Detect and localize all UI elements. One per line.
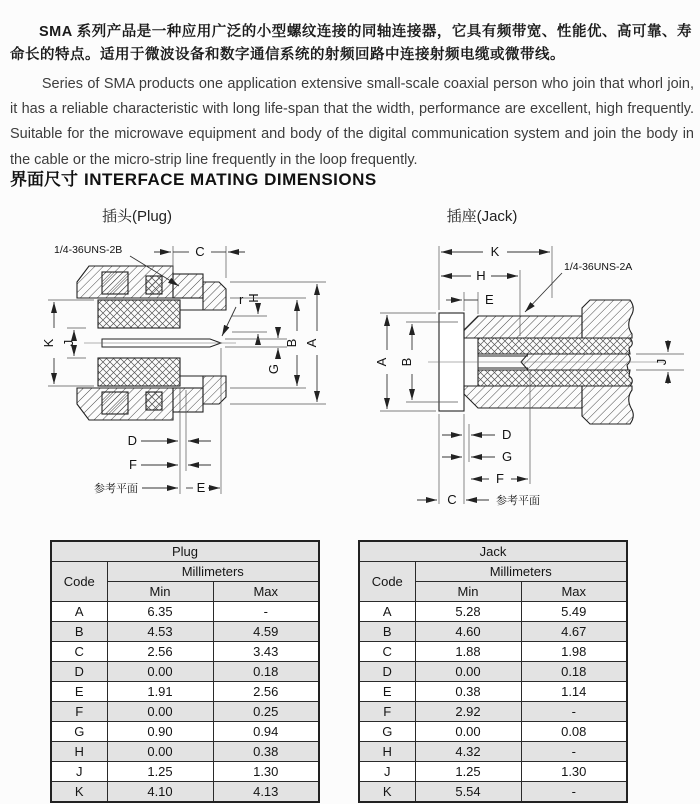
plug-table-max-header: Max xyxy=(213,582,319,602)
table-cell-min: 1.25 xyxy=(415,762,521,782)
plug-table-unit-header: Millimeters xyxy=(107,562,319,582)
table-cell-min: 2.92 xyxy=(415,702,521,722)
intro-paragraph-en: Series of SMA products one application extensive small-scale coaxial person who join that whorl join, it has a reliable characteristic with long life-span that the width, performance are excellent, high frequently. Suitable for the microwave equipment and body of the digital communication system and join the body in the cable or the micro-strip line frequently in the loop frequently. xyxy=(10,75,694,168)
intro-paragraph-cn: SMA 系列产品是一种应用广泛的小型螺纹连接的同轴连接器，它具有频带宽、性能优、高可靠、寿命长的特点。适用于微波设备和数字通信系统的射频回路中连接射频电缆或微带线。 xyxy=(10,23,692,63)
table-row xyxy=(359,642,627,662)
table-cell-min: 5.54 xyxy=(415,782,521,803)
jack-table-min-header: Min xyxy=(415,582,521,602)
jack-dim-d-label: D xyxy=(502,427,512,442)
table-row xyxy=(359,602,627,622)
plug-dim-e-label: E xyxy=(196,480,206,495)
jack-dim-h-label: H xyxy=(476,268,486,283)
table-cell-code: B xyxy=(51,622,107,642)
plug-thread-spec-label: 1/4-36UNS-2B xyxy=(54,244,123,256)
table-cell-max: 3.43 xyxy=(213,642,319,662)
table-cell-code: G xyxy=(51,722,107,742)
table-cell-max: - xyxy=(521,742,627,762)
table-row xyxy=(51,642,319,662)
table-cell-code: C xyxy=(359,642,415,662)
table-cell-code: E xyxy=(51,682,107,702)
plug-table-code-header: Code xyxy=(51,562,107,602)
table-cell-code: K xyxy=(51,782,107,803)
jack-dim-j-label: J xyxy=(654,358,669,366)
table-row xyxy=(359,702,627,722)
table-cell-code: F xyxy=(51,702,107,722)
table-row xyxy=(359,622,627,642)
table-cell-code: A xyxy=(51,602,107,622)
jack-dim-a-label: A xyxy=(374,357,389,367)
jack-dimension-table xyxy=(358,540,628,803)
table-cell-max: 0.18 xyxy=(521,662,627,682)
table-cell-min: 4.10 xyxy=(107,782,213,803)
table-row xyxy=(359,742,627,762)
table-cell-max: - xyxy=(521,782,627,803)
table-cell-min: 6.35 xyxy=(107,602,213,622)
section-title-cn: 界面尺寸 xyxy=(10,170,78,189)
table-cell-min: 4.60 xyxy=(415,622,521,642)
table-cell-min: 0.00 xyxy=(107,742,213,762)
table-cell-max: 1.14 xyxy=(521,682,627,702)
plug-dim-r-label: r xyxy=(239,292,244,307)
jack-table-max-header: Max xyxy=(521,582,627,602)
table-cell-code: G xyxy=(359,722,415,742)
table-row xyxy=(51,602,319,622)
plug-body xyxy=(77,266,236,420)
table-cell-code: J xyxy=(51,762,107,782)
table-cell-code: J xyxy=(359,762,415,782)
table-cell-max: 4.13 xyxy=(213,782,319,803)
table-cell-min: 0.00 xyxy=(107,662,213,682)
table-cell-code: C xyxy=(51,642,107,662)
plug-dim-k-label: K xyxy=(41,338,56,348)
jack-thread-spec-label: 1/4-36UNS-2A xyxy=(564,261,633,273)
plug-dim-f-label: F xyxy=(129,457,137,472)
table-cell-min: 0.90 xyxy=(107,722,213,742)
table-row xyxy=(359,722,627,742)
jack-dim-e-label: E xyxy=(485,292,494,307)
table-cell-min: 2.56 xyxy=(107,642,213,662)
table-cell-min: 0.00 xyxy=(415,662,521,682)
table-cell-max: 1.30 xyxy=(213,762,319,782)
table-cell-max: 4.67 xyxy=(521,622,627,642)
table-cell-code: B xyxy=(359,622,415,642)
jack-dim-c-label: C xyxy=(447,492,457,507)
table-row xyxy=(51,742,319,762)
table-row xyxy=(51,662,319,682)
table-cell-max: 0.94 xyxy=(213,722,319,742)
table-cell-min: 1.88 xyxy=(415,642,521,662)
jack-figure-label: 插座(Jack) xyxy=(446,208,518,225)
plug-dim-b-label: B xyxy=(284,338,299,348)
plug-reference-plane-label: 参考平面 xyxy=(94,483,138,495)
plug-dim-a-label: A xyxy=(304,338,319,348)
jack-reference-plane-label: 参考平面 xyxy=(496,495,540,507)
plug-diagram xyxy=(40,236,345,523)
plug-figure-label: 插头(Plug) xyxy=(101,208,172,225)
plug-dim-g-label: G xyxy=(266,363,281,375)
plug-dimension-table xyxy=(50,540,320,803)
table-cell-max: 0.18 xyxy=(213,662,319,682)
table-cell-min: 0.00 xyxy=(415,722,521,742)
table-row xyxy=(51,702,319,722)
table-cell-min: 0.00 xyxy=(107,702,213,722)
plug-table-min-header: Min xyxy=(107,582,213,602)
table-cell-max: - xyxy=(521,702,627,722)
jack-dielectric xyxy=(478,338,632,354)
table-cell-max: 1.98 xyxy=(521,642,627,662)
jack-dim-k-label: K xyxy=(490,244,500,259)
jack-table-unit-header: Millimeters xyxy=(415,562,627,582)
table-cell-max: 0.08 xyxy=(521,722,627,742)
plug-dim-d-label: D xyxy=(127,433,137,448)
jack-table-code-header: Code xyxy=(359,562,415,602)
table-cell-max: 5.49 xyxy=(521,602,627,622)
plug-dim-c-label: C xyxy=(195,244,205,259)
table-cell-code: E xyxy=(359,682,415,702)
table-row xyxy=(359,782,627,803)
jack-diagram xyxy=(372,236,700,523)
table-row xyxy=(51,622,319,642)
table-cell-code: A xyxy=(359,602,415,622)
table-cell-code: F xyxy=(359,702,415,722)
table-cell-min: 1.91 xyxy=(107,682,213,702)
jack-dim-b-label: B xyxy=(399,357,414,367)
jack-body xyxy=(428,300,664,424)
table-cell-min: 4.32 xyxy=(415,742,521,762)
jack-dim-f-label: F xyxy=(496,471,504,486)
table-cell-max: 0.38 xyxy=(213,742,319,762)
table-cell-max: 0.25 xyxy=(213,702,319,722)
table-cell-code: H xyxy=(359,742,415,762)
table-row xyxy=(51,722,319,742)
plug-table-title: Plug xyxy=(51,541,319,562)
table-cell-code: D xyxy=(51,662,107,682)
plug-dim-h-label: H xyxy=(246,293,261,303)
table-row xyxy=(51,762,319,782)
table-cell-code: H xyxy=(51,742,107,762)
table-cell-min: 1.25 xyxy=(107,762,213,782)
table-cell-code: K xyxy=(359,782,415,803)
plug-dielectric xyxy=(98,300,180,328)
table-row xyxy=(51,682,319,702)
table-cell-max: 2.56 xyxy=(213,682,319,702)
table-row xyxy=(359,762,627,782)
table-row xyxy=(359,662,627,682)
table-cell-min: 0.38 xyxy=(415,682,521,702)
table-row xyxy=(51,782,319,803)
jack-table-title: Jack xyxy=(359,541,627,562)
plug-dim-j-label: J xyxy=(61,339,76,347)
table-cell-max: - xyxy=(213,602,319,622)
table-row xyxy=(359,682,627,702)
section-heading xyxy=(10,165,377,190)
table-cell-min: 4.53 xyxy=(107,622,213,642)
table-cell-code: D xyxy=(359,662,415,682)
table-cell-max: 4.59 xyxy=(213,622,319,642)
table-cell-min: 5.28 xyxy=(415,602,521,622)
table-cell-max: 1.30 xyxy=(521,762,627,782)
jack-dim-g-label: G xyxy=(502,449,513,464)
section-title-en: INTERFACE MATING DIMENSIONS xyxy=(84,170,377,189)
